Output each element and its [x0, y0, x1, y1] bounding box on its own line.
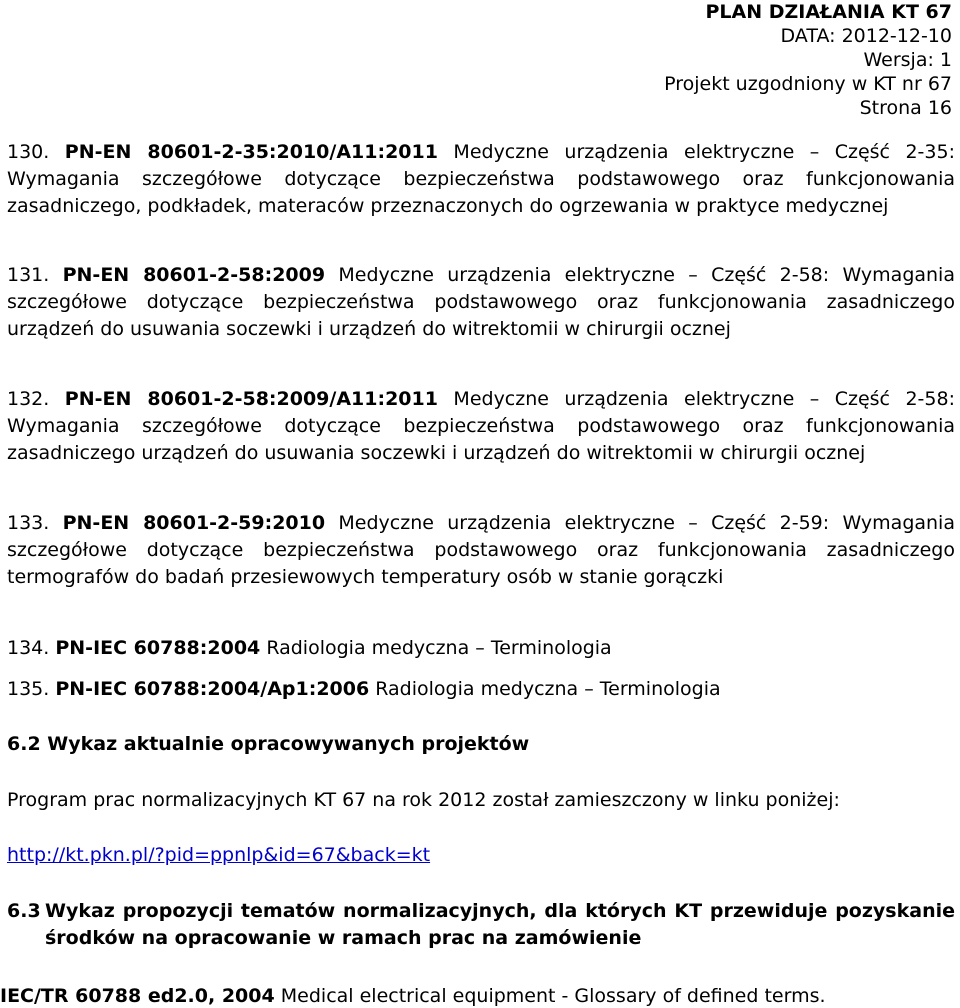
section-number: 6.3: [7, 900, 41, 922]
footer-code: IEC/TR 60788 ed2.0, 2004: [0, 985, 275, 1007]
list-item: [7, 510, 955, 591]
item-number: 135.: [7, 678, 50, 700]
item-number: 134.: [7, 637, 50, 659]
list-item: [7, 635, 955, 662]
standard-code: PN-EN 80601-2-58:2009: [62, 264, 326, 286]
page-header: [664, 0, 952, 120]
standard-title: Medyczne urządzenia elektryczne – Część 2-58: Wymagania szczegółowe dotyczące bezpieczeństwa podstawowego oraz funkcjonowania zasadniczego urządzeń do usuwania soczewki i urządzeń do witrektomii w chirurgii ocznej: [7, 264, 955, 340]
standard-code: PN-EN 80601-2-58:2009/A11:2011: [64, 388, 438, 410]
footer-title: Medical electrical equipment - Glossary of defined terms.: [280, 985, 826, 1007]
page-number: Strona 16: [859, 97, 952, 119]
section-heading-6-2: 6.2 Wykaz aktualnie opracowywanych projektów: [7, 733, 530, 755]
standard-code: PN-IEC 60788:2004: [55, 637, 261, 659]
standard-title: Radiologia medyczna – Terminologia: [375, 678, 721, 700]
section-title: Wykaz propozycji tematów normalizacyjnych, dla których KT przewiduje pozyskanie środków na opracowanie w ramach prac na zamówienie: [45, 900, 955, 949]
item-number: 133.: [7, 512, 50, 534]
standard-title: Radiologia medyczna – Terminologia: [266, 637, 612, 659]
standard-code: PN-IEC 60788:2004/Ap1:2006: [55, 678, 370, 700]
item-number: 132.: [7, 388, 50, 410]
plan-title: PLAN DZIAŁANIA KT 67: [705, 1, 952, 23]
section-6-2-text: Program prac normalizacyjnych KT 67 na rok 2012 został zamieszczony w linku poniżej:: [7, 789, 840, 811]
standard-title: Medyczne urządzenia elektryczne – Część 2-59: Wymagania szczegółowe dotyczące bezpieczeństwa podstawowego oraz funkcjonowania zasadniczego termografów do badań przesiewowych temperatury osób w stanie gorączki: [7, 512, 955, 588]
footer-standard: [0, 984, 960, 1008]
section-heading-6-3: [7, 898, 955, 952]
standard-code: PN-EN 80601-2-59:2010: [62, 512, 326, 534]
list-item: [7, 386, 955, 467]
list-item: [7, 262, 955, 343]
standard-title: Medyczne urządzenia elektryczne – Część 2-58: Wymagania szczegółowe dotyczące bezpieczeństwa podstawowego oraz funkcjonowania zasadniczego urządzeń do usuwania soczewki i urządzeń do witrektomii w chirurgii ocznej: [7, 388, 955, 464]
list-item: [7, 676, 955, 703]
document-date: DATA: 2012-12-10: [780, 25, 952, 47]
item-number: 130.: [7, 141, 50, 163]
standard-title: Medyczne urządzenia elektryczne – Część 2-35: Wymagania szczegółowe dotyczące bezpieczeństwa podstawowego oraz funkcjonowania zasadniczego, podkładek, materaców przeznaczonych do ogrzewania w praktyce medycznej: [7, 141, 955, 217]
section-6-2-link-row: [7, 842, 955, 869]
program-link[interactable]: http://kt.pkn.pl/?pid=ppnlp&id=67&back=kt: [7, 844, 431, 866]
item-number: 131.: [7, 264, 50, 286]
list-item: [7, 139, 955, 220]
document-version: Wersja: 1: [863, 49, 952, 71]
agreement-note: Projekt uzgodniony w KT nr 67: [664, 73, 952, 95]
standard-code: PN-EN 80601-2-35:2010/A11:2011: [64, 141, 438, 163]
